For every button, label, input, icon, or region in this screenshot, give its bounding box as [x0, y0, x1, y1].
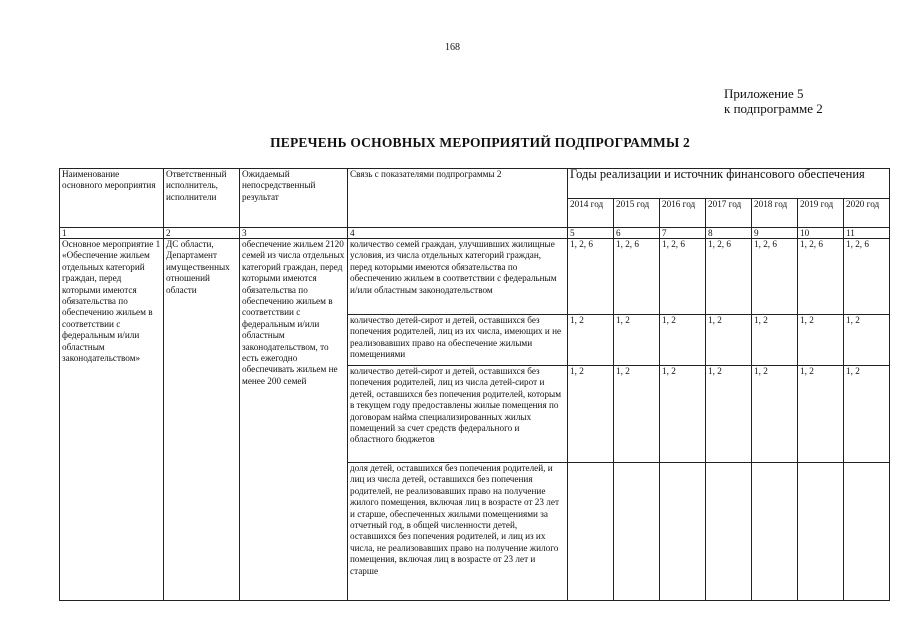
year-value-cell: 1, 2	[844, 315, 890, 366]
year-value-cell	[752, 463, 798, 601]
executor-cell: ДС области, Департамент имущественных отношений области	[164, 239, 240, 601]
appendix-note	[724, 86, 823, 116]
header-year: 2016 год	[660, 199, 706, 228]
measures-table	[59, 168, 890, 601]
indicator-cell: количество детей-сирот и детей, оставшихся без попечения родителей, лиц из их числа, имеющих и не реализовавших право на обеспечение жилыми помещениями	[348, 315, 568, 366]
header-year: 2020 год	[844, 199, 890, 228]
page-number: 168	[445, 42, 460, 53]
table-row	[60, 239, 890, 315]
header-executor: Ответственный исполнитель, исполнители	[164, 169, 240, 228]
indicator-cell: количество детей-сирот и детей, оставшихся без попечения родителей, лиц из числа детей-сирот и детей, оставшихся без попечения родителей, которым в текущем году предоставлены жилые помещения по договорам найма специализированных жилых помещений за счет средств федерального и областного бюджетов	[348, 366, 568, 463]
measure-name-cell: Основное мероприятие 1 «Обеспечение жильем отдельных категорий граждан, перед которыми имеются обязательства по обеспечению жильем в соответствии с федеральным и/или областным законодательством»	[60, 239, 164, 601]
year-value-cell	[798, 463, 844, 601]
year-value-cell: 1, 2	[568, 315, 614, 366]
document-title: ПЕРЕЧЕНЬ ОСНОВНЫХ МЕРОПРИЯТИЙ ПОДПРОГРАММЫ 2	[270, 135, 690, 150]
appendix-line-2: к подпрограмме 2	[724, 101, 823, 116]
column-number: 3	[240, 228, 348, 239]
year-value-cell: 1, 2, 6	[752, 239, 798, 315]
indicator-cell: доля детей, оставшихся без попечения родителей, и лиц из числа детей, оставшихся без попечения родителей, не реализовавших право на получение жилого помещения, включая лиц в возрасте от 23 лет и старше, обеспеченных жилыми помещениями за отчетный год, в общей численности детей, оставшихся без попечения родителей, и лиц из их числа, не реализовавших право на получение жилого помещения, включая лиц в возрасте от 23 лет и старше	[348, 463, 568, 601]
header-indicator-link: Связь с показателями подпрограммы 2	[348, 169, 568, 228]
expected-result-cell: обеспечение жильем 2120 семей из числа отдельных категорий граждан, перед которыми имеются обязательства по обеспечению жильем в соответствии с федеральным и/или областным законодательством, то есть ежегодно обеспечивать жильем не менее 200 семей	[240, 239, 348, 601]
year-value-cell: 1, 2, 6	[844, 239, 890, 315]
column-number: 10	[798, 228, 844, 239]
year-value-cell: 1, 2, 6	[614, 239, 660, 315]
year-value-cell	[614, 463, 660, 601]
appendix-line-1: Приложение 5	[724, 86, 804, 101]
year-value-cell: 1, 2	[798, 366, 844, 463]
year-value-cell: 1, 2	[660, 315, 706, 366]
column-number: 4	[348, 228, 568, 239]
header-year: 2015 год	[614, 199, 660, 228]
column-number: 9	[752, 228, 798, 239]
year-value-cell: 1, 2, 6	[798, 239, 844, 315]
year-value-cell: 1, 2	[614, 366, 660, 463]
year-value-cell: 1, 2	[706, 366, 752, 463]
year-value-cell: 1, 2	[752, 315, 798, 366]
header-measure-name: Наименование основного мероприятия	[60, 169, 164, 228]
year-value-cell: 1, 2	[798, 315, 844, 366]
year-value-cell: 1, 2	[752, 366, 798, 463]
column-number: 1	[60, 228, 164, 239]
header-year: 2019 год	[798, 199, 844, 228]
column-number: 8	[706, 228, 752, 239]
year-value-cell	[568, 463, 614, 601]
column-number: 5	[568, 228, 614, 239]
year-value-cell: 1, 2, 6	[568, 239, 614, 315]
year-value-cell	[844, 463, 890, 601]
header-year: 2014 год	[568, 199, 614, 228]
year-value-cell: 1, 2	[568, 366, 614, 463]
header-year: 2017 год	[706, 199, 752, 228]
year-value-cell: 1, 2	[706, 315, 752, 366]
year-value-cell	[660, 463, 706, 601]
column-number: 11	[844, 228, 890, 239]
column-number: 2	[164, 228, 240, 239]
header-years-title: Годы реализации и источник финансового обеспечения	[568, 169, 890, 199]
year-value-cell: 1, 2, 6	[660, 239, 706, 315]
year-value-cell: 1, 2	[614, 315, 660, 366]
year-value-cell	[706, 463, 752, 601]
header-year: 2018 год	[752, 199, 798, 228]
year-value-cell: 1, 2	[844, 366, 890, 463]
header-expected-result: Ожидаемый непосредственный результат	[240, 169, 348, 228]
year-value-cell: 1, 2, 6	[706, 239, 752, 315]
year-value-cell: 1, 2	[660, 366, 706, 463]
column-number: 6	[614, 228, 660, 239]
indicator-cell: количество семей граждан, улучшивших жилищные условия, из числа отдельных категорий граждан, перед которыми имеются обязательства по обеспечению жильем в соответствии с федеральным и/или областным законодательством	[348, 239, 568, 315]
column-number: 7	[660, 228, 706, 239]
